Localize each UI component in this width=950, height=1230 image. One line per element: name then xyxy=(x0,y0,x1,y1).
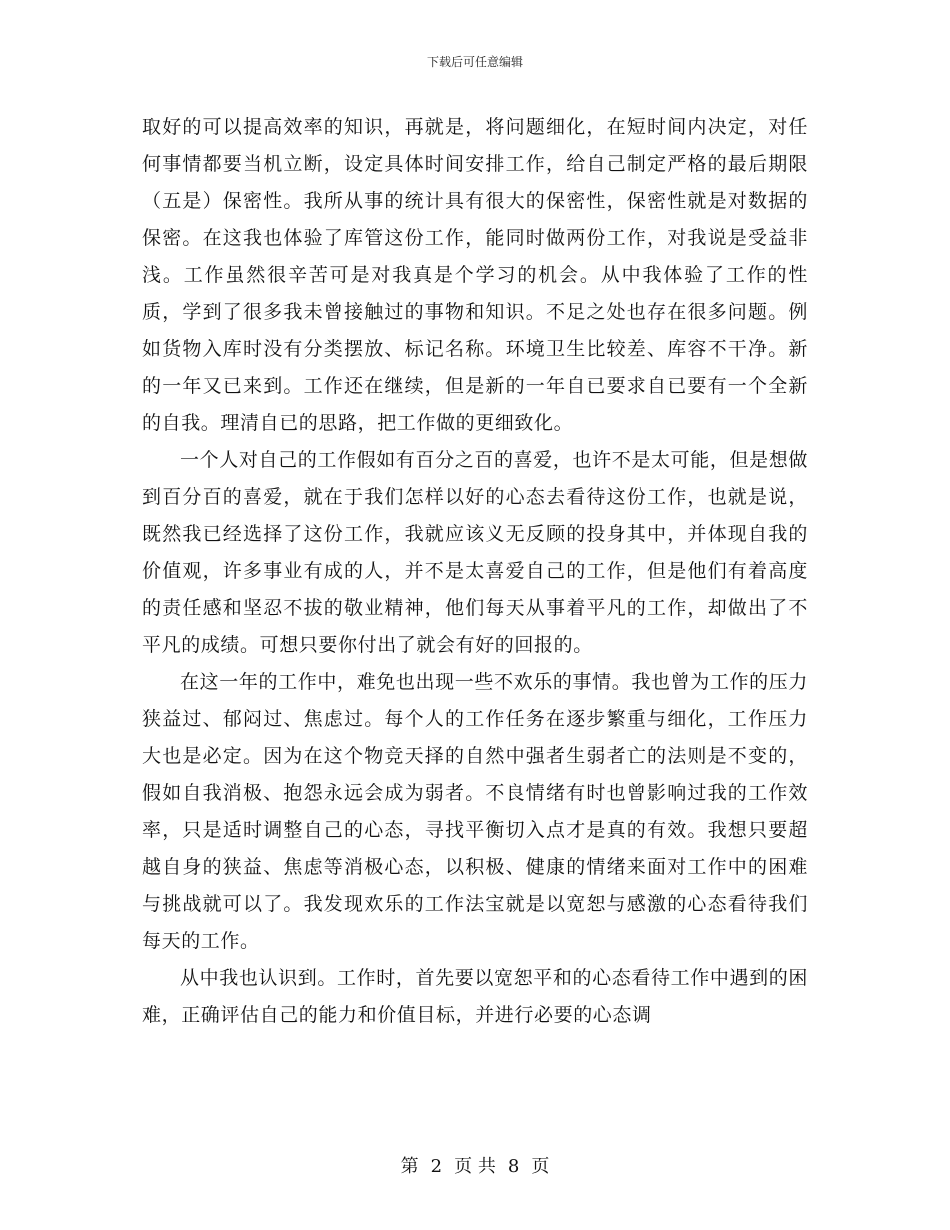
footer-page-number: 2 xyxy=(430,1156,443,1177)
footer-middle: 页 共 xyxy=(454,1156,496,1177)
page-footer xyxy=(0,1152,950,1178)
paragraph-4: 从中我也认识到。工作时，首先要以宽恕平和的心态看待工作中遇到的困难，正确评估自己的能力和价值目标，并进行必要的心态调 xyxy=(142,967,808,1026)
paragraph-3: 在这一年的工作中，难免也出现一些不欢乐的事情。我也曾为工作的压力狭益过、郁闷过、焦虑过。每个人的工作任务在逐步繁重与细化，工作压力大也是必定。因为在这个物竞天择的自然中强者生弱者亡的法则是不变的，假如自我消极、抱怨永远会成为弱者。不良情绪有时也曾影响过我的工作效率，只是适时调整自己的心态，寻找平衡切入点才是真的有效。我想只要超越自身的狭益、焦虑等消极心态，以积极、健康的情绪来面对工作中的困难与挑战就可以了。我发现欢乐的工作法宝就是以宽恕与感激的心态看待我们每天的工作。 xyxy=(142,671,808,952)
page-header: 下载后可任意编辑 xyxy=(426,55,523,69)
paragraph-2: 一个人对自己的工作假如有百分之百的喜爱，也许不是太可能，但是想做到百分百的喜爱，就在于我们怎样以好的心态去看待这份工作，也就是说，既然我已经选择了这份工作，我就应该义无反顾的投身其中，并体现自我的价值观，许多事业有成的人，并不是太喜爱自己的工作，但是他们有着高度的责任感和坚忍不拔的敬业精神，他们每天从事着平凡的工作，却做出了不平凡的成绩。可想只要你付出了就会有好的回报的。 xyxy=(142,449,808,656)
footer-prefix: 第 xyxy=(400,1156,419,1177)
footer-suffix: 页 xyxy=(531,1156,550,1177)
document-body xyxy=(142,109,808,1034)
paragraph-1: 取好的可以提高效率的知识，再就是，将问题细化，在短时间内决定，对任何事情都要当机立断，设定具体时间安排工作，给自己制定严格的最后期限（五是）保密性。我所从事的统计具有很大的保密性，保密性就是对数据的保密。在这我也体验了库管这份工作，能同时做两份工作，对我说是受益非浅。工作虽然很辛苦可是对我真是个学习的机会。从中我体验了工作的性质，学到了很多我未曾接触过的事物和知识。不足之处也存在很多问题。例如货物入库时没有分类摆放、标记名称。环境卫生比较差、库容不干净。新的一年又已来到。工作还在继续，但是新的一年自已要求自已要有一个全新的自我。理清自已的思路，把工作做的更细致化。 xyxy=(142,116,808,434)
footer-total-pages: 8 xyxy=(507,1156,520,1177)
